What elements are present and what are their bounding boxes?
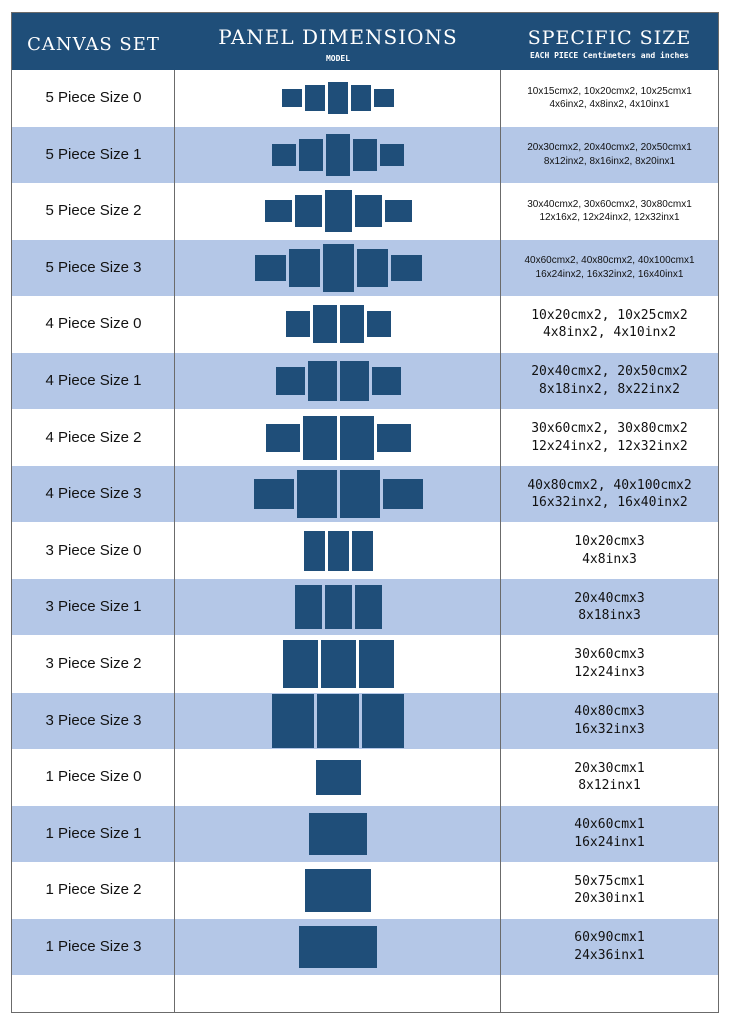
size-spec-line: 8x18inx3 bbox=[578, 608, 641, 624]
canvas-set-label: 4 Piece Size 3 bbox=[45, 485, 142, 503]
size-spec-line: 40x60cmx2, 40x80cmx2, 40x100cmx1 bbox=[524, 255, 695, 267]
canvas-set-label: 1 Piece Size 2 bbox=[45, 881, 142, 899]
specific-size-cell bbox=[501, 806, 718, 862]
canvas-panel bbox=[305, 85, 325, 111]
canvas-panel bbox=[309, 813, 367, 855]
canvas-panel bbox=[305, 869, 371, 912]
canvas-set-label: 5 Piece Size 3 bbox=[45, 258, 142, 276]
table-row bbox=[12, 749, 718, 805]
canvas-panel bbox=[286, 311, 310, 337]
column-divider bbox=[174, 70, 175, 1013]
canvas-panel bbox=[362, 694, 404, 748]
canvas-panel bbox=[374, 89, 394, 107]
canvas-panel bbox=[254, 479, 294, 509]
size-spec-line: 50x75cmx1 bbox=[574, 873, 645, 889]
size-spec-line: 16x32inx2, 16x40inx2 bbox=[531, 495, 688, 511]
size-spec-line: 8x12inx2, 8x16inx2, 8x20inx1 bbox=[543, 155, 676, 167]
canvas-panel bbox=[321, 640, 356, 688]
canvas-set-label: 3 Piece Size 1 bbox=[45, 598, 142, 616]
canvas-panel bbox=[325, 585, 352, 629]
specific-size-cell bbox=[501, 523, 718, 579]
canvas-panel bbox=[295, 585, 322, 629]
size-spec-line: 10x20cmx2, 10x25cmx2 bbox=[531, 307, 688, 323]
specific-size-cell bbox=[501, 240, 718, 296]
canvas-panel bbox=[304, 531, 325, 571]
canvas-panel bbox=[303, 416, 337, 460]
panel-model-diagram bbox=[175, 183, 501, 239]
canvas-panel bbox=[385, 200, 412, 222]
canvas-panel bbox=[340, 416, 374, 460]
canvas-panel bbox=[377, 424, 411, 452]
canvas-panel bbox=[340, 361, 369, 401]
table-row bbox=[12, 466, 718, 522]
canvas-set-label: 4 Piece Size 2 bbox=[45, 428, 142, 446]
canvas-panel bbox=[295, 195, 322, 227]
table-row bbox=[12, 410, 718, 466]
canvas-panel bbox=[326, 134, 350, 176]
canvas-panel bbox=[351, 85, 371, 111]
canvas-panel bbox=[276, 367, 305, 395]
header-canvas-set-title: CANVAS SET bbox=[27, 34, 160, 55]
canvas-panel bbox=[380, 144, 404, 166]
specific-size-cell bbox=[501, 579, 718, 635]
size-spec-line: 30x40cmx2, 30x60cmx2, 30x80cmx1 bbox=[527, 198, 692, 210]
size-spec-line: 60x90cmx1 bbox=[574, 930, 645, 946]
size-spec-line: 12x24inx3 bbox=[574, 665, 645, 680]
size-spec-line: 40x80cmx3 bbox=[574, 704, 645, 720]
size-spec-line: 8x12inx1 bbox=[578, 778, 641, 794]
canvas-panel bbox=[355, 195, 382, 227]
canvas-panel bbox=[357, 249, 388, 287]
table-row bbox=[12, 919, 718, 975]
size-spec-line: 30x60cmx3 bbox=[574, 647, 645, 663]
canvas-set-label: 5 Piece Size 1 bbox=[45, 145, 142, 163]
canvas-set-label: 1 Piece Size 3 bbox=[45, 938, 142, 955]
panel-model-diagram bbox=[175, 70, 501, 126]
canvas-panel bbox=[272, 694, 314, 748]
panel-model-diagram bbox=[175, 127, 501, 183]
canvas-panel bbox=[282, 89, 302, 107]
size-spec-line: 16x32inx3 bbox=[574, 721, 645, 737]
size-spec-line: 40x60cmx1 bbox=[574, 817, 645, 833]
header-units-subtitle: EACH PIECE Centimeters and inches bbox=[530, 51, 689, 60]
size-spec-line: 4x8inx3 bbox=[582, 551, 637, 567]
panel-model-diagram bbox=[175, 749, 501, 805]
canvas-panel bbox=[313, 305, 337, 343]
table-row bbox=[12, 70, 718, 126]
canvas-panel bbox=[272, 144, 296, 166]
canvas-panel bbox=[355, 585, 382, 629]
header-canvas-set bbox=[12, 13, 175, 70]
size-spec-line: 12x24inx2, 12x32inx2 bbox=[531, 438, 688, 454]
table-row bbox=[12, 579, 718, 635]
size-spec-line: 10x15cmx2, 10x20cmx2, 10x25cmx1 bbox=[527, 85, 692, 97]
canvas-panel bbox=[283, 640, 318, 688]
canvas-panel bbox=[340, 305, 364, 343]
column-divider bbox=[500, 70, 501, 1013]
specific-size-cell bbox=[501, 70, 718, 126]
size-spec-line: 20x40cmx3 bbox=[574, 590, 645, 606]
panel-model-diagram bbox=[175, 806, 501, 862]
size-spec-line: 4x6inx2, 4x8inx2, 4x10inx1 bbox=[549, 99, 670, 110]
canvas-panel bbox=[266, 424, 300, 452]
table-row bbox=[12, 523, 718, 579]
size-spec-line: 20x40cmx2, 20x50cmx2 bbox=[531, 364, 688, 380]
canvas-panel bbox=[383, 479, 423, 509]
header-panel-dimensions bbox=[175, 13, 501, 70]
canvas-panel bbox=[299, 926, 377, 968]
canvas-set-label: 3 Piece Size 3 bbox=[45, 711, 142, 729]
table-header bbox=[12, 13, 718, 70]
size-spec-line: 30x60cmx2, 30x80cmx2 bbox=[531, 421, 688, 437]
specific-size-cell bbox=[501, 919, 718, 975]
specific-size-cell bbox=[501, 862, 718, 918]
specific-size-cell bbox=[501, 466, 718, 522]
size-spec-line: 40x80cmx2, 40x100cmx2 bbox=[527, 477, 692, 493]
canvas-set-label: 5 Piece Size 2 bbox=[45, 202, 142, 220]
panel-model-diagram bbox=[175, 579, 501, 635]
canvas-panel bbox=[265, 200, 292, 222]
canvas-panel bbox=[328, 531, 349, 571]
panel-model-diagram bbox=[175, 466, 501, 522]
canvas-panel bbox=[299, 139, 323, 171]
table-row bbox=[12, 636, 718, 692]
header-specific-size bbox=[501, 13, 718, 70]
canvas-set-label: 5 Piece Size 0 bbox=[45, 89, 142, 106]
table-row bbox=[12, 240, 718, 296]
canvas-set-label: 3 Piece Size 2 bbox=[45, 655, 142, 672]
specific-size-cell bbox=[501, 693, 718, 749]
specific-size-cell bbox=[501, 127, 718, 183]
canvas-panel bbox=[340, 470, 380, 518]
canvas-panel bbox=[289, 249, 320, 287]
size-spec-line: 10x20cmx3 bbox=[574, 534, 645, 550]
header-panel-dimensions-title: PANEL DIMENSIONS bbox=[218, 25, 458, 49]
size-spec-line: 20x30inx1 bbox=[574, 891, 645, 907]
table-row bbox=[12, 353, 718, 409]
canvas-panel bbox=[323, 244, 354, 292]
specific-size-cell bbox=[501, 296, 718, 352]
canvas-set-label: 4 Piece Size 0 bbox=[45, 315, 142, 333]
canvas-set-label: 1 Piece Size 1 bbox=[45, 824, 142, 842]
size-chart-table bbox=[11, 12, 719, 1013]
size-spec-line: 12x16x2, 12x24inx2, 12x32inx1 bbox=[539, 212, 680, 224]
canvas-panel bbox=[255, 255, 286, 281]
panel-model-diagram bbox=[175, 410, 501, 466]
table-row bbox=[12, 183, 718, 239]
panel-model-diagram bbox=[175, 353, 501, 409]
panel-model-diagram bbox=[175, 919, 501, 975]
table-row bbox=[12, 693, 718, 749]
size-spec-line: 20x30cmx2, 20x40cmx2, 20x50cmx1 bbox=[527, 142, 692, 154]
size-spec-line: 16x24inx1 bbox=[574, 834, 645, 850]
canvas-panel bbox=[353, 139, 377, 171]
canvas-set-label: 4 Piece Size 1 bbox=[45, 372, 142, 389]
header-model-subtitle: MODEL bbox=[325, 54, 351, 63]
canvas-panel bbox=[359, 640, 394, 688]
canvas-panel bbox=[372, 367, 401, 395]
canvas-panel bbox=[325, 190, 352, 232]
panel-model-diagram bbox=[175, 523, 501, 579]
size-spec-line: 8x18inx2, 8x22inx2 bbox=[539, 382, 680, 397]
table-row bbox=[12, 127, 718, 183]
size-spec-line: 4x8inx2, 4x10inx2 bbox=[542, 325, 677, 341]
specific-size-cell bbox=[501, 410, 718, 466]
canvas-panel bbox=[297, 470, 337, 518]
specific-size-cell bbox=[501, 183, 718, 239]
canvas-panel bbox=[352, 531, 373, 571]
specific-size-cell bbox=[501, 353, 718, 409]
table-row bbox=[12, 806, 718, 862]
panel-model-diagram bbox=[175, 296, 501, 352]
canvas-set-label: 1 Piece Size 0 bbox=[45, 768, 142, 786]
canvas-panel bbox=[308, 361, 337, 401]
canvas-panel bbox=[316, 760, 361, 795]
specific-size-cell bbox=[501, 749, 718, 805]
specific-size-cell bbox=[501, 636, 718, 692]
canvas-panel bbox=[367, 311, 391, 337]
size-spec-line: 24x36inx1 bbox=[574, 948, 645, 963]
table-row bbox=[12, 862, 718, 918]
canvas-panel bbox=[317, 694, 359, 748]
header-specific-size-title: SPECIFIC SIZE bbox=[527, 27, 692, 49]
size-spec-line: 20x30cmx1 bbox=[574, 760, 645, 776]
panel-model-diagram bbox=[175, 693, 501, 749]
canvas-panel bbox=[328, 82, 348, 114]
table-row bbox=[12, 296, 718, 352]
canvas-set-label: 3 Piece Size 0 bbox=[45, 541, 142, 559]
panel-model-diagram bbox=[175, 636, 501, 692]
size-spec-line: 16x24inx2, 16x32inx2, 16x40inx1 bbox=[535, 268, 684, 280]
panel-model-diagram bbox=[175, 240, 501, 296]
canvas-panel bbox=[391, 255, 422, 281]
panel-model-diagram bbox=[175, 862, 501, 918]
